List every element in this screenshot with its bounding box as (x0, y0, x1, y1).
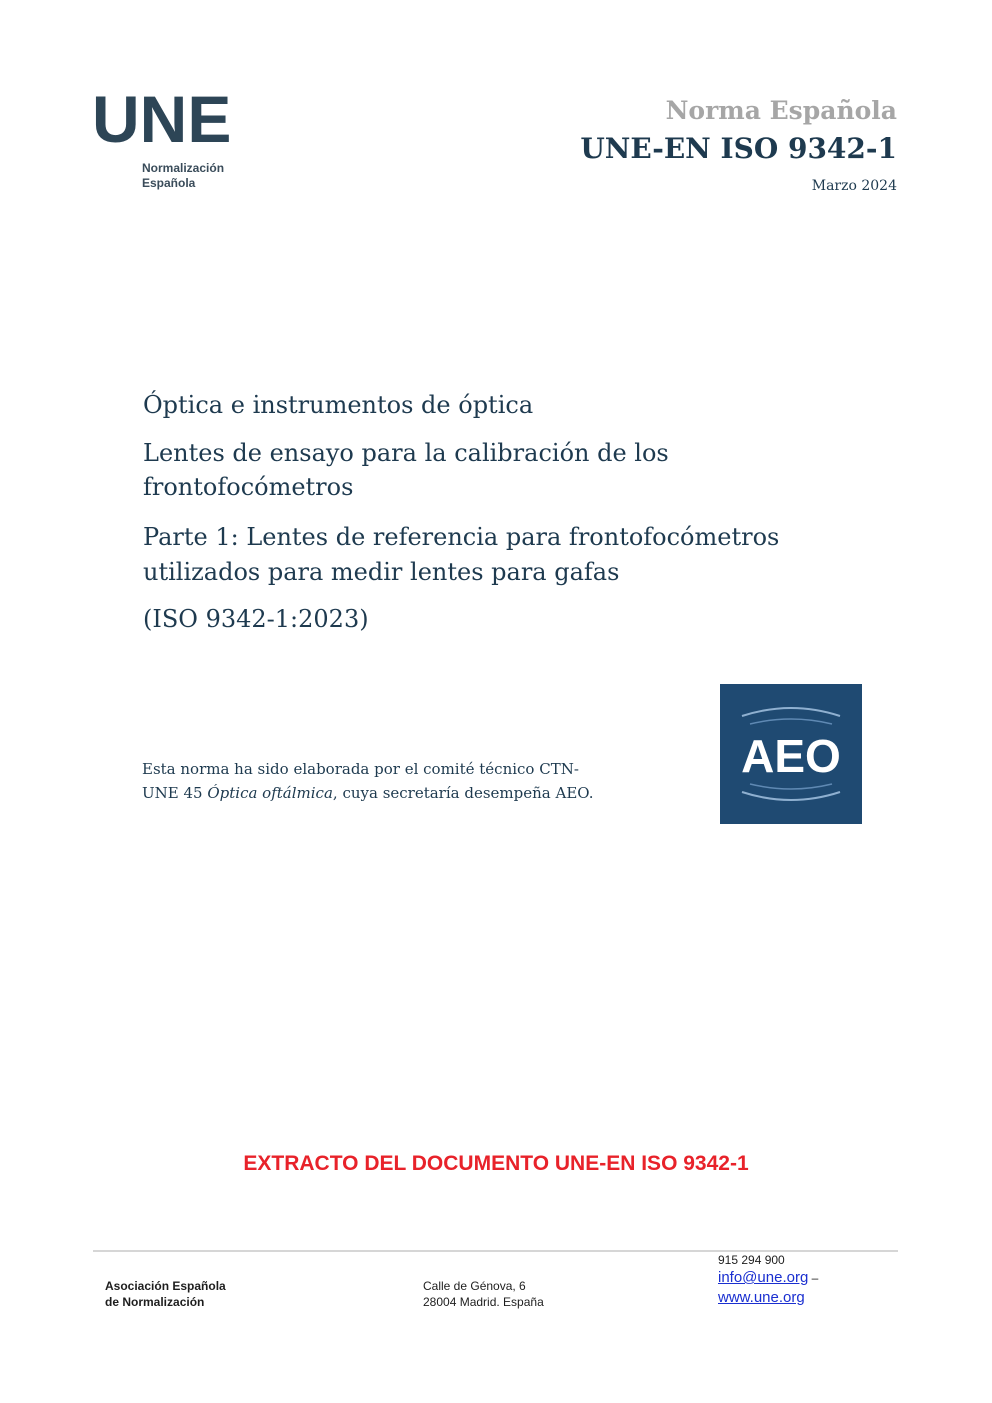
aeo-logo-text: AEO (741, 730, 841, 782)
footer-organization (105, 1278, 226, 1310)
une-logo-subtitle-line2: Española (142, 176, 196, 190)
norma-label: Norma Española (665, 96, 897, 125)
footer-phone: 915 294 900 (718, 1253, 785, 1267)
footer-website-link[interactable]: www.une.org (718, 1289, 805, 1306)
une-logo-subtitle-line1: Normalización (142, 161, 225, 175)
committee-name: Óptica oftálmica (207, 784, 333, 802)
publication-date: Marzo 2024 (811, 178, 897, 194)
extract-banner: EXTRACTO DEL DOCUMENTO UNE-EN ISO 9342-1 (243, 1152, 749, 1175)
footer-contact (718, 1252, 818, 1308)
une-logo-mark (92, 88, 232, 148)
title-line-3: Parte 1: Lentes de referencia para frontofocómetros utilizados para medir lentes para gafas (143, 523, 780, 586)
une-logo-text: UNE (92, 88, 232, 148)
aeo-logo (720, 684, 862, 824)
aeo-logo-graphic (720, 684, 862, 824)
committee-text-before: Esta norma ha sido elaborada por el comité técnico CTN-UNE 45 (142, 760, 579, 802)
footer-org-line-2: de Normalización (105, 1295, 205, 1309)
footer-org-line-1: Asociación Española (105, 1279, 226, 1293)
footer-address-line-1: Calle de Génova, 6 (423, 1279, 526, 1293)
standard-code: UNE-EN ISO 9342-1 (580, 132, 897, 165)
title-line-2: Lentes de ensayo para la calibración de los frontofocómetros (143, 439, 669, 501)
une-logo (92, 88, 242, 198)
footer-separator: – (808, 1271, 819, 1285)
une-logo-subtitle (142, 161, 224, 191)
footer-address (423, 1278, 544, 1310)
title-line-1: Óptica e instrumentos de óptica (143, 391, 534, 419)
committee-text-after: , cuya secretaría desempeña AEO. (332, 784, 594, 802)
committee-paragraph (142, 757, 612, 805)
footer-email-link[interactable]: info@une.org (718, 1269, 809, 1286)
title-line-4: (ISO 9342-1:2023) (143, 605, 369, 633)
footer-address-line-2: 28004 Madrid. España (423, 1295, 544, 1309)
